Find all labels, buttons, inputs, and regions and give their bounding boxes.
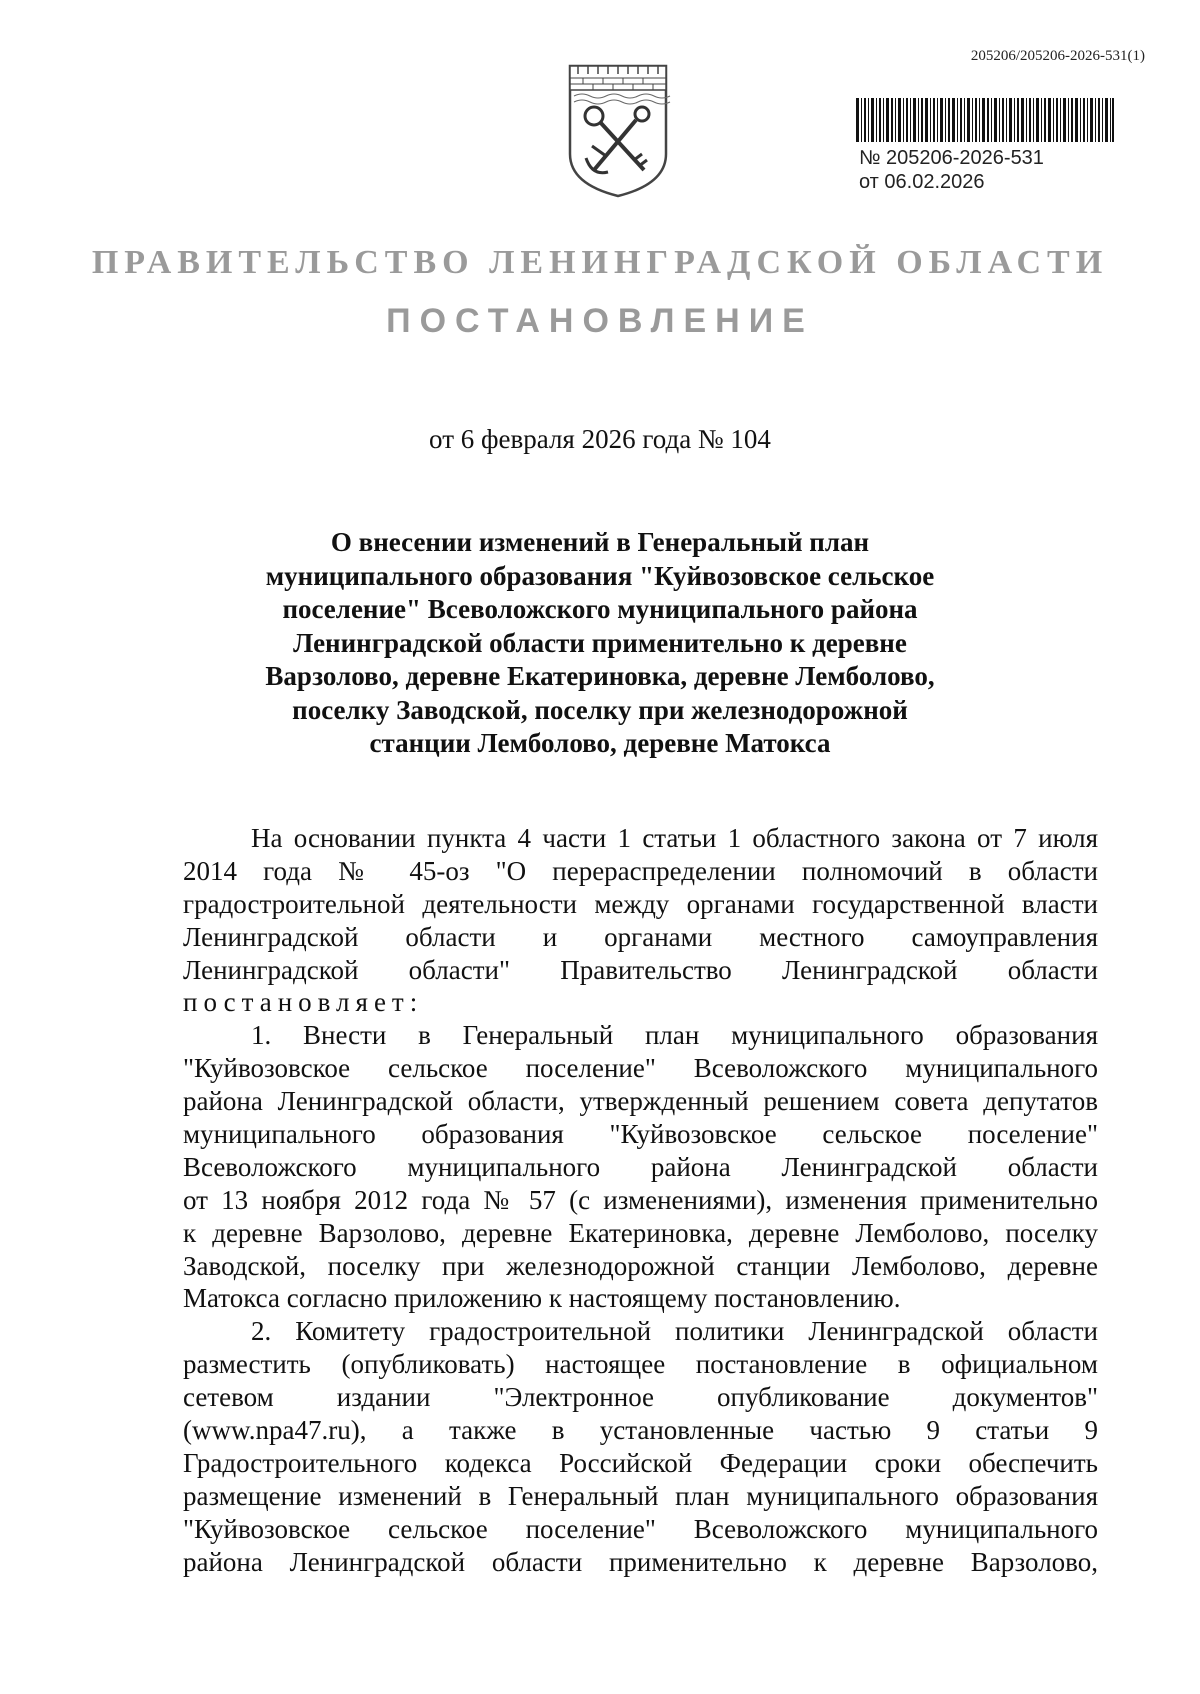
- body-line: к деревне Варзолово, деревне Екатериновка, деревне Лемболово, поселку: [183, 1217, 1098, 1248]
- reference-code: 205206/205206-2026-531(1): [970, 48, 1145, 64]
- body-line: Градостроительного кодекса Российской Федерации сроки обеспечить: [183, 1447, 1098, 1478]
- coat-of-arms-icon: [564, 62, 672, 200]
- body-line: размещение изменений в Генеральный план муниципального образования: [183, 1480, 1098, 1511]
- heading-line: поселение" Всеволожского муниципального района: [282, 594, 918, 624]
- body-line: "Куйвозовское сельское поселение" Всеволожского муниципального: [183, 1513, 1098, 1544]
- heading-line: Ленинградской области применительно к деревне: [293, 627, 907, 658]
- body-line: от 13 ноября 2012 года № 57 (с изменениями), изменения применительно: [183, 1184, 1098, 1215]
- barcode-icon: [856, 98, 1114, 142]
- document-type: ПОСТАНОВЛЕНИЕ: [386, 302, 814, 340]
- registration-number: № 205206-2026-531: [859, 147, 1044, 169]
- heading-line: О внесении изменений в Генеральный план: [330, 527, 870, 557]
- body-line: (www.npa47.ru), а также в установленные частью 9 статьи 9: [183, 1415, 1098, 1446]
- body-line: разместить (опубликовать) настоящее постановление в официальном: [183, 1349, 1098, 1380]
- body-line: муниципального образования "Куйвозовское сельское поселение": [183, 1119, 1098, 1150]
- registration-date: от 06.02.2026: [859, 171, 985, 193]
- body-line: Матокса согласно приложению к настоящему постановлению.: [183, 1283, 901, 1314]
- body-line: 2. Комитету градостроительной политики Ленинградской области: [251, 1316, 1098, 1347]
- body-line: градостроительной деятельности между органами государственной власти: [183, 888, 1098, 919]
- heading-line: Варзолово, деревне Екатериновка, деревне Лемболово,: [265, 661, 935, 691]
- body-line: Всеволожского муниципального района Ленинградской области: [183, 1151, 1098, 1182]
- body-line: 2014 года № 45-оз "О перераспределении полномочий в области: [183, 855, 1098, 886]
- heading-line: станции Лемболово, деревне Матокса: [369, 728, 831, 758]
- heading-line: муниципального образования "Куйвозовское сельское: [265, 560, 935, 591]
- body-line: "Куйвозовское сельское поселение" Всеволожского муниципального: [183, 1053, 1098, 1084]
- body-line: постановляет:: [183, 987, 424, 1018]
- body-line: Ленинградской области и органами местного самоуправления: [183, 921, 1098, 952]
- body-line: района Ленинградской области применительно к деревне Варзолово,: [183, 1546, 1098, 1577]
- registration-block: [859, 146, 1044, 194]
- document-heading: [0, 526, 1200, 761]
- body-line: Заводской, поселку при железнодорожной станции Лемболово, деревне: [183, 1250, 1098, 1281]
- heading-line: поселку Заводской, поселку при железнодорожной: [292, 694, 908, 725]
- body-line: сетевом издании "Электронное опубликование документов": [183, 1382, 1098, 1413]
- organization-title: ПРАВИТЕЛЬСТВО ЛЕНИНГРАДСКОЙ ОБЛАСТИ: [91, 244, 1109, 281]
- body-line: На основании пункта 4 части 1 статьи 1 областного закона от 7 июля: [251, 823, 1098, 853]
- body-line: Ленинградской области" Правительство Ленинградской области: [183, 954, 1098, 985]
- body-line: района Ленинградской области, утвержденный решением совета депутатов: [183, 1086, 1098, 1117]
- body-line: 1. Внести в Генеральный план муниципального образования: [251, 1020, 1098, 1051]
- document-body: [183, 822, 1098, 1578]
- document-date-number: от 6 февраля 2026 года № 104: [429, 424, 771, 454]
